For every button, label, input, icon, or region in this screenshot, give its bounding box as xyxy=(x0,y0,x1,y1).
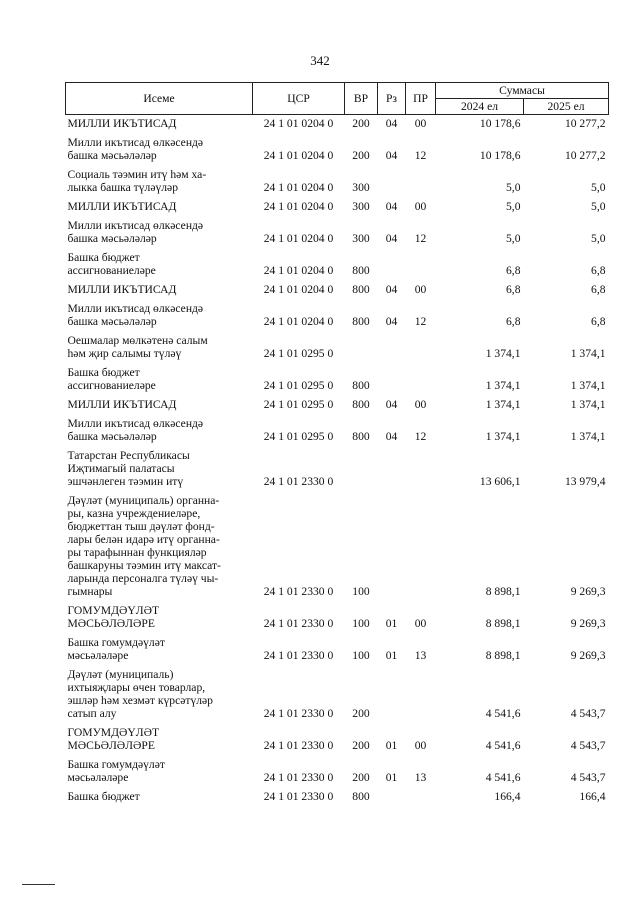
row-name xyxy=(66,394,253,413)
row-rz: 04 xyxy=(385,398,398,411)
row-sum-2024: 8 898,1 xyxy=(485,617,521,630)
table-row xyxy=(66,632,609,664)
row-csr: 24 1 01 2330 0 xyxy=(263,739,334,752)
row-csr: 24 1 01 2330 0 xyxy=(263,707,334,720)
row-name-line: башка мәсьәләләр xyxy=(67,149,157,162)
row-csr: 24 1 01 0204 0 xyxy=(263,315,334,328)
row-name xyxy=(66,786,253,805)
row-sum-2025: 1 374,1 xyxy=(570,347,606,360)
row-vr: 800 xyxy=(352,430,370,443)
row-sum-2024: 6,8 xyxy=(506,264,521,277)
row-csr: 24 1 01 0204 0 xyxy=(263,149,334,162)
table-row xyxy=(66,164,609,196)
row-name-line: Башка бюджет xyxy=(67,790,140,803)
row-rz: 04 xyxy=(385,200,398,213)
header-vr: ВР xyxy=(345,83,378,115)
header-year-2024: 2024 ел xyxy=(436,99,524,115)
row-csr: 24 1 01 0295 0 xyxy=(263,347,334,360)
row-vr: 300 xyxy=(352,200,370,213)
row-name-line: МИЛЛИ ИКЪТИСАД xyxy=(67,200,177,213)
row-pr: 12 xyxy=(414,149,427,162)
row-sum-2024: 5,0 xyxy=(506,232,521,245)
row-vr: 100 xyxy=(352,585,370,598)
row-name-line: Иҗтимагый палатасы xyxy=(67,462,175,475)
row-sum-2024: 4 541,6 xyxy=(485,771,521,784)
row-sum-2025: 4 543,7 xyxy=(570,707,606,720)
table-row xyxy=(66,115,609,133)
row-vr: 200 xyxy=(352,771,370,784)
row-name-line: Социаль тәэмин итү һәм ха- xyxy=(67,168,207,181)
row-csr: 24 1 01 0204 0 xyxy=(263,232,334,245)
row-vr: 800 xyxy=(352,398,370,411)
row-name xyxy=(66,164,253,196)
budget-table xyxy=(65,82,609,805)
row-vr: 300 xyxy=(352,181,370,194)
row-sum-2025: 4 543,7 xyxy=(570,739,606,752)
table-row xyxy=(66,330,609,362)
footnote-divider xyxy=(22,884,55,885)
row-sum-2025: 9 269,3 xyxy=(570,649,606,662)
table-row xyxy=(66,413,609,445)
row-name-line: гымнары xyxy=(67,585,113,598)
row-vr: 100 xyxy=(352,617,370,630)
row-name-line: мәсьәләләре xyxy=(67,771,129,784)
row-sum-2025: 6,8 xyxy=(591,283,606,296)
row-sum-2025: 4 543,7 xyxy=(570,771,606,784)
row-name-line: МӘСЬӘЛӘЛӘРЕ xyxy=(67,739,155,752)
row-csr: 24 1 01 2330 0 xyxy=(263,790,334,803)
row-csr: 24 1 01 0204 0 xyxy=(263,283,334,296)
row-sum-2024: 1 374,1 xyxy=(485,347,521,360)
table-row xyxy=(66,664,609,722)
header-name: Исеме xyxy=(66,83,253,115)
header-year-2025: 2025 ел xyxy=(524,99,609,115)
table-row xyxy=(66,600,609,632)
table-row xyxy=(66,247,609,279)
row-pr xyxy=(406,330,436,362)
row-sum-2024: 6,8 xyxy=(506,283,521,296)
table-row xyxy=(66,490,609,600)
row-vr: 800 xyxy=(352,379,370,392)
row-name-line: ларында персоналга түләү чы- xyxy=(67,572,219,585)
row-sum-2025: 6,8 xyxy=(591,315,606,328)
row-name-line: башка мәсьәләләр xyxy=(67,315,157,328)
row-name-line: Татарстан Республикасы xyxy=(67,449,190,462)
row-vr: 800 xyxy=(352,790,370,803)
row-name xyxy=(66,298,253,330)
row-rz: 04 xyxy=(385,430,398,443)
row-name xyxy=(66,196,253,215)
row-name xyxy=(66,722,253,754)
row-sum-2024: 4 541,6 xyxy=(485,739,521,752)
row-vr: 200 xyxy=(352,739,370,752)
row-csr: 24 1 01 0295 0 xyxy=(263,430,334,443)
row-sum-2025: 10 277,2 xyxy=(564,149,606,162)
row-name-line: Оешмалар мөлкәтенә салым xyxy=(67,334,208,347)
row-name-line: ассигнованиеләре xyxy=(67,379,156,392)
row-rz: 01 xyxy=(385,649,398,662)
row-name-line: лыкка башка түләүләр xyxy=(67,181,179,194)
row-name-line: ГОМУМДӘҮЛӘТ xyxy=(67,726,160,739)
row-name-line: Милли икътисад өлкәсендә xyxy=(67,219,204,232)
row-pr: 00 xyxy=(414,200,427,213)
row-pr: 12 xyxy=(414,232,427,245)
row-pr xyxy=(406,445,436,490)
row-name xyxy=(66,413,253,445)
row-rz xyxy=(378,786,406,805)
row-sum-2025: 1 374,1 xyxy=(570,430,606,443)
row-name-line: МИЛЛИ ИКЪТИСАД xyxy=(67,283,177,296)
row-rz xyxy=(378,164,406,196)
row-sum-2025: 13 979,4 xyxy=(564,475,606,488)
row-sum-2025: 1 374,1 xyxy=(570,379,606,392)
row-pr: 13 xyxy=(414,649,427,662)
page-number: 342 xyxy=(310,53,330,68)
row-pr: 12 xyxy=(414,430,427,443)
row-rz: 04 xyxy=(385,283,398,296)
row-rz xyxy=(378,247,406,279)
row-sum-2024: 8 898,1 xyxy=(485,585,521,598)
row-vr xyxy=(345,445,378,490)
row-rz xyxy=(378,330,406,362)
table-header xyxy=(66,83,609,115)
row-rz xyxy=(378,664,406,722)
row-sum-2024: 10 178,6 xyxy=(479,117,521,130)
row-rz: 04 xyxy=(385,149,398,162)
table-row xyxy=(66,279,609,298)
row-sum-2025: 9 269,3 xyxy=(570,585,606,598)
row-sum-2024: 8 898,1 xyxy=(485,649,521,662)
header-pr: ПР xyxy=(406,83,436,115)
row-csr: 24 1 01 2330 0 xyxy=(263,617,334,630)
row-vr: 200 xyxy=(352,117,370,130)
row-rz: 01 xyxy=(385,617,398,630)
row-rz: 04 xyxy=(385,117,398,130)
row-csr: 24 1 01 0295 0 xyxy=(263,398,334,411)
row-name-line: ассигнованиеләре xyxy=(67,264,156,277)
row-name xyxy=(66,490,253,600)
row-pr: 13 xyxy=(414,771,427,784)
row-pr xyxy=(406,362,436,394)
table-row xyxy=(66,722,609,754)
row-name-line: лары белән идарә итү органна- xyxy=(67,533,220,546)
row-name xyxy=(66,247,253,279)
row-sum-2024: 1 374,1 xyxy=(485,379,521,392)
row-csr: 24 1 01 2330 0 xyxy=(263,771,334,784)
row-name-line: башка мәсьәләләр xyxy=(67,430,157,443)
row-sum-2025: 5,0 xyxy=(591,181,606,194)
row-name-line: эшләр һәм хезмәт күрсәтүләр xyxy=(67,694,213,707)
row-sum-2024: 4 541,6 xyxy=(485,707,521,720)
row-csr: 24 1 01 0204 0 xyxy=(263,200,334,213)
row-name xyxy=(66,754,253,786)
row-pr xyxy=(406,786,436,805)
row-name-line: Милли икътисад өлкәсендә xyxy=(67,302,204,315)
row-csr: 24 1 01 0295 0 xyxy=(263,379,334,392)
row-name xyxy=(66,664,253,722)
row-rz xyxy=(378,490,406,600)
row-csr: 24 1 01 2330 0 xyxy=(263,649,334,662)
row-name-line: Башка бюджет xyxy=(67,366,140,379)
row-name-line: Дәүләт (муниципаль) xyxy=(67,668,174,681)
row-name-line: ихтыяҗлары өчен товарлар, xyxy=(67,681,206,694)
row-name xyxy=(66,132,253,164)
header-sums: Суммасы xyxy=(436,83,609,99)
row-name xyxy=(66,115,253,133)
row-name-line: ры, казна учреждениеләре, xyxy=(67,507,201,520)
row-rz: 01 xyxy=(385,771,398,784)
table-row xyxy=(66,196,609,215)
table-row xyxy=(66,362,609,394)
row-csr: 24 1 01 2330 0 xyxy=(263,585,334,598)
row-name-line: бюджеттан тыш дәүләт фонд- xyxy=(67,520,215,533)
row-sum-2025: 166,4 xyxy=(579,790,606,803)
row-sum-2025: 6,8 xyxy=(591,264,606,277)
row-csr: 24 1 01 0204 0 xyxy=(263,117,334,130)
row-sum-2024: 6,8 xyxy=(506,315,521,328)
table-row xyxy=(66,298,609,330)
row-vr xyxy=(345,330,378,362)
table-row xyxy=(66,445,609,490)
row-name xyxy=(66,445,253,490)
row-pr: 00 xyxy=(414,283,427,296)
row-name-line: Дәүләт (муниципаль) органна- xyxy=(67,494,220,507)
row-name-line: башкаруны тәэмин итү максат- xyxy=(67,559,221,572)
row-name-line: сатып алу xyxy=(67,707,117,720)
row-pr: 00 xyxy=(414,117,427,130)
row-name-line: ры тарафыннан функцияләр xyxy=(67,546,207,559)
row-name-line: мәсьәләләре xyxy=(67,649,129,662)
row-pr xyxy=(406,490,436,600)
row-name xyxy=(66,600,253,632)
row-rz xyxy=(378,362,406,394)
row-name-line: МӘСЬӘЛӘЛӘРЕ xyxy=(67,617,155,630)
row-name-line: МИЛЛИ ИКЪТИСАД xyxy=(67,117,177,130)
row-vr: 300 xyxy=(352,232,370,245)
row-sum-2025: 1 374,1 xyxy=(570,398,606,411)
table-row xyxy=(66,215,609,247)
row-sum-2024: 10 178,6 xyxy=(479,149,521,162)
row-pr xyxy=(406,164,436,196)
row-pr: 12 xyxy=(414,315,427,328)
row-name-line: Милли икътисад өлкәсендә xyxy=(67,136,204,149)
row-csr: 24 1 01 0204 0 xyxy=(263,264,334,277)
row-csr: 24 1 01 0204 0 xyxy=(263,181,334,194)
row-pr xyxy=(406,664,436,722)
row-sum-2024: 5,0 xyxy=(506,181,521,194)
row-sum-2024: 1 374,1 xyxy=(485,430,521,443)
row-vr: 200 xyxy=(352,149,370,162)
table-row xyxy=(66,394,609,413)
row-pr: 00 xyxy=(414,739,427,752)
row-name xyxy=(66,362,253,394)
row-rz: 01 xyxy=(385,739,398,752)
row-vr: 800 xyxy=(352,264,370,277)
row-vr: 800 xyxy=(352,315,370,328)
row-rz xyxy=(378,445,406,490)
row-name xyxy=(66,632,253,664)
row-name-line: МИЛЛИ ИКЪТИСАД xyxy=(67,398,177,411)
row-name xyxy=(66,279,253,298)
row-sum-2024: 1 374,1 xyxy=(485,398,521,411)
table-row xyxy=(66,132,609,164)
row-name-line: башка мәсьәләләр xyxy=(67,232,157,245)
table-row xyxy=(66,754,609,786)
row-vr: 200 xyxy=(352,707,370,720)
row-sum-2025: 5,0 xyxy=(591,200,606,213)
row-sum-2024: 13 606,1 xyxy=(479,475,521,488)
row-rz: 04 xyxy=(385,232,398,245)
row-sum-2025: 5,0 xyxy=(591,232,606,245)
row-csr: 24 1 01 2330 0 xyxy=(263,475,334,488)
row-name-line: Башка гомумдәүләт xyxy=(67,758,165,771)
table-row xyxy=(66,786,609,805)
row-pr: 00 xyxy=(414,398,427,411)
row-name-line: һәм җир салымы түләү xyxy=(67,347,182,360)
row-rz: 04 xyxy=(385,315,398,328)
row-name-line: ГОМУМДӘҮЛӘТ xyxy=(67,604,160,617)
row-pr: 00 xyxy=(414,617,427,630)
row-name xyxy=(66,215,253,247)
table-body xyxy=(66,115,609,806)
row-vr: 800 xyxy=(352,283,370,296)
row-sum-2024: 5,0 xyxy=(506,200,521,213)
row-sum-2024: 166,4 xyxy=(494,790,521,803)
row-sum-2025: 10 277,2 xyxy=(564,117,606,130)
row-sum-2025: 9 269,3 xyxy=(570,617,606,630)
row-vr: 100 xyxy=(352,649,370,662)
header-csr: ЦСР xyxy=(253,83,345,115)
row-name-line: эшчәнлеген тәэмин итү xyxy=(67,475,184,488)
row-pr xyxy=(406,247,436,279)
row-name-line: Башка бюджет xyxy=(67,251,140,264)
row-name-line: Милли икътисад өлкәсендә xyxy=(67,417,204,430)
header-rz: Рз xyxy=(378,83,406,115)
row-name-line: Башка гомумдәүләт xyxy=(67,636,165,649)
row-name xyxy=(66,330,253,362)
